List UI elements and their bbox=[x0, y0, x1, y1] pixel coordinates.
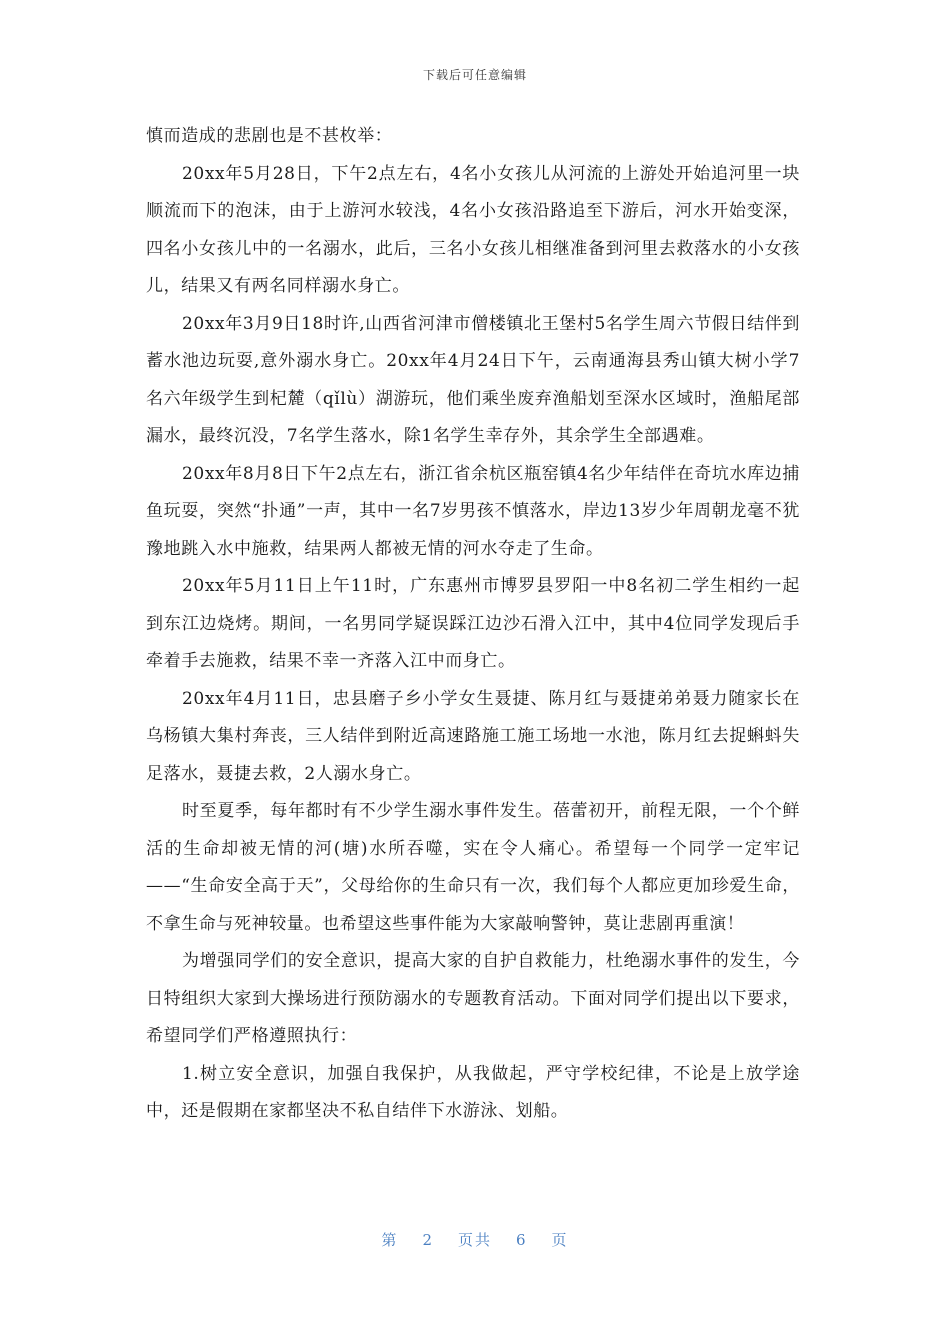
paragraph-case-april-11: 20xx年4月11日，忠县磨子乡小学女生聂捷、陈月红与聂捷弟弟聂力随家长在乌杨镇大集村奔丧，三人结伴到附近高速路施工施工场地一水池，陈月红去捉蝌蚪失足落水，聂捷去救，2人溺水身亡。 bbox=[146, 688, 800, 784]
paragraph-case-august-8: 20xx年8月8日下午2点左右，浙江省余杭区瓶窑镇4名少年结伴在奇坑水库边捕鱼玩耍，突然“扑通”一声，其中一名7岁男孩不慎落水，岸边13岁少年周朝龙毫不犹豫地跳入水中施救，结果两人都被无情的河水夺走了生命。 bbox=[146, 463, 800, 559]
page-header: 下载后可任意编辑 bbox=[422, 68, 527, 82]
footer-suffix: 页 bbox=[551, 1231, 569, 1249]
footer-prefix: 第 bbox=[381, 1231, 399, 1249]
footer-total-pages: 6 bbox=[516, 1231, 528, 1249]
paragraph-case-march-9: 20xx年3月9日18时许,山西省河津市僧楼镇北王堡村5名学生周六节假日结伴到蓄水池边玩耍,意外溺水身亡。20xx年4月24日下午，云南通海县秀山镇大树小学7名六年级学生到杞麓（qǐlù）湖游玩，他们乘坐废弃渔船划至深水区域时，渔船尾部漏水，最终沉没，7名学生落水，除1名学生幸存外，其余学生全部遇难。 bbox=[146, 313, 800, 446]
paragraph-case-may-11: 20xx年5月11日上午11时，广东惠州市博罗县罗阳一中8名初二学生相约一起到东江边烧烤。期间，一名男同学疑误踩江边沙石滑入江中，其中4位同学发现后手牵着手去施救，结果不幸一齐落入江中而身亡。 bbox=[146, 576, 800, 671]
footer-page-number: 2 bbox=[422, 1231, 434, 1249]
page-footer bbox=[0, 1229, 950, 1250]
paragraph-case-may-28: 20xx年5月28日，下午2点左右，4名小女孩儿从河流的上游处开始追河里一块顺流而下的泡沫，由于上游河水较浅，4名小女孩沿路追至下游后，河水开始变深，四名小女孩儿中的一名溺水，此后，三名小女孩儿相继准备到河里去救落水的小女孩儿，结果又有两名同样溺水身亡。 bbox=[146, 163, 800, 296]
paragraph-continuation: 慎而造成的悲剧也是不甚枚举： bbox=[146, 126, 393, 146]
paragraph-activity-intro: 为增强同学们的安全意识，提高大家的自护自救能力，杜绝溺水事件的发生，今日特组织大家到大操场进行预防溺水的专题教育活动。下面对同学们提出以下要求，希望同学们严格遵照执行： bbox=[146, 951, 800, 1046]
footer-middle: 页共 bbox=[457, 1231, 492, 1249]
document-body bbox=[146, 118, 800, 1131]
paragraph-requirement-1: 1.树立安全意识，加强自我保护，从我做起，严守学校纪律，不论是上放学途中，还是假期在家都坚决不私自结伴下水游泳、划船。 bbox=[146, 1063, 800, 1121]
paragraph-summer-warning: 时至夏季，每年都时有不少学生溺水事件发生。蓓蕾初开，前程无限，一个个鲜活的生命却被无情的河(塘)水所吞噬，实在令人痛心。希望每一个同学一定牢记——“生命安全高于天”，父母给你的生命只有一次，我们每个人都应更加珍爱生命，不拿生命与死神较量。也希望这些事件能为大家敲响警钟，莫让悲剧再重演！ bbox=[146, 801, 800, 934]
